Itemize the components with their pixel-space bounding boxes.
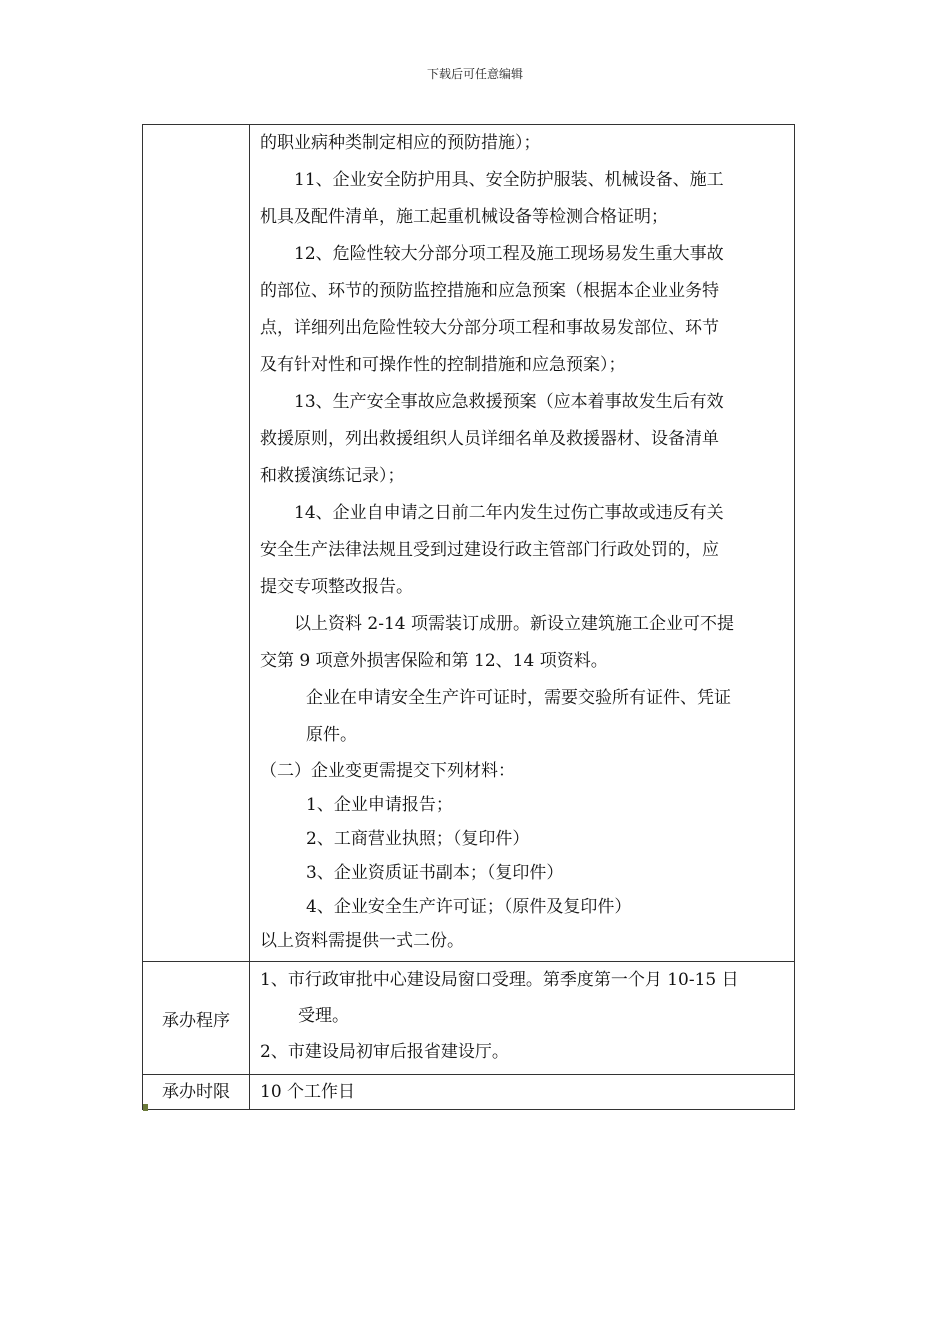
text-line: 的部位、环节的预防监控措施和应急预案（根据本企业业务特 <box>260 281 719 301</box>
time-limit-value: 10 个工作日 <box>260 1082 356 1102</box>
text-line: 1、市行政审批中心建设局窗口受理。第季度第一个月 10-15 日 <box>260 970 739 990</box>
text-line: 14、企业自申请之日前二年内发生过伤亡事故或违反有关 <box>294 503 724 523</box>
text-line: 2、市建设局初审后报省建设厅。 <box>260 1042 509 1062</box>
text-line: 点，详细列出危险性较大分部分项工程和事故易发部位、环节 <box>260 318 719 338</box>
text-line: 13、生产安全事故应急救援预案（应本着事故发生后有效 <box>294 392 724 412</box>
table-row <box>143 125 795 962</box>
list-item: 3、企业资质证书副本；（复印件） <box>306 863 564 883</box>
text-line: 以上资料 2-14 项需装订成册。新设立建筑施工企业可不提 <box>294 614 734 634</box>
text-line: 救援原则，列出救援组织人员详细名单及救援器材、设备清单 <box>260 429 719 449</box>
section-heading: （二）企业变更需提交下列材料： <box>260 761 515 781</box>
text-line: 以上资料需提供一式二份。 <box>260 931 464 951</box>
text-line: 原件。 <box>306 725 357 745</box>
text-line: 12、危险性较大分部分项工程及施工现场易发生重大事故 <box>294 244 724 264</box>
requirements-content <box>250 125 795 962</box>
time-limit-content <box>250 1075 795 1110</box>
text-line: 安全生产法律法规且受到过建设行政主管部门行政处罚的，应 <box>260 540 719 560</box>
procedure-content <box>250 962 795 1075</box>
procedure-label: 承办程序 <box>143 962 250 1075</box>
text-line: 机具及配件清单，施工起重机械设备等检测合格证明； <box>260 207 668 227</box>
table-row <box>143 1075 795 1110</box>
header-note: 下载后可任意编辑 <box>426 67 523 81</box>
list-item: 4、企业安全生产许可证；（原件及复印件） <box>306 897 632 917</box>
text-line: 受理。 <box>298 1006 349 1026</box>
text-line: 11、企业安全防护用具、安全防护服装、机械设备、施工 <box>294 170 724 190</box>
table-row <box>143 962 795 1075</box>
corner-marker <box>143 1104 148 1111</box>
text-line: 及有针对性和可操作性的控制措施和应急预案）； <box>260 355 626 375</box>
row-label-empty <box>143 125 250 962</box>
text-line: 的职业病种类制定相应的预防措施）； <box>260 133 541 153</box>
time-limit-label: 承办时限 <box>143 1075 250 1110</box>
document-table <box>142 124 795 1110</box>
list-item: 1、企业申请报告； <box>306 795 453 815</box>
list-item: 2、工商营业执照；（复印件） <box>306 829 530 849</box>
text-line: 企业在申请安全生产许可证时，需要交验所有证件、凭证 <box>306 688 731 708</box>
text-line: 提交专项整改报告。 <box>260 577 413 597</box>
text-line: 交第 9 项意外损害保险和第 12、14 项资料。 <box>260 651 608 671</box>
text-line: 和救援演练记录）； <box>260 466 405 486</box>
